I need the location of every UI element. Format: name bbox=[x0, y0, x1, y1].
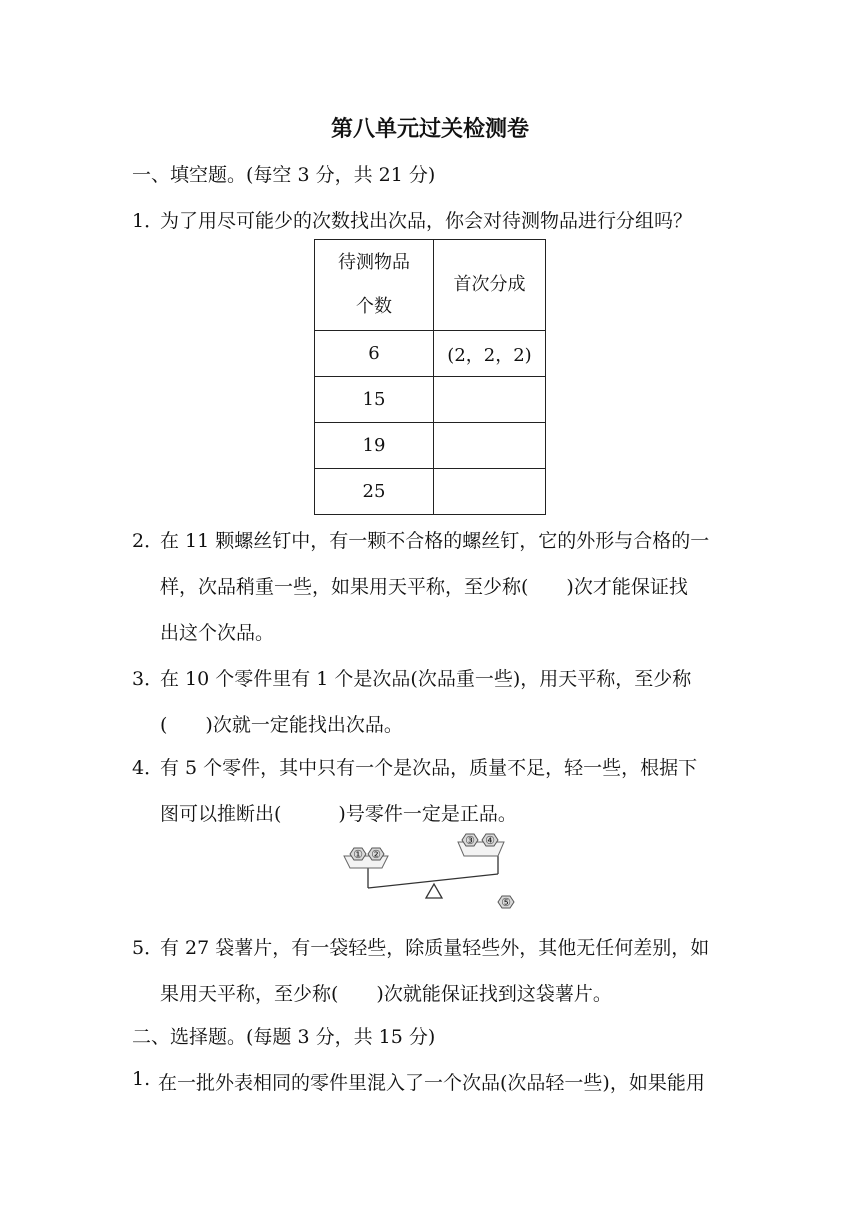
question-number: 1. bbox=[132, 1068, 151, 1090]
table-row bbox=[315, 469, 546, 515]
question-text-line: 图可以推断出( )号零件一定是正品。 bbox=[160, 803, 517, 825]
cell-count: 6 bbox=[315, 331, 434, 377]
question-text-line: 样，次品稍重一些，如果用天平称，至少称( )次才能保证找 bbox=[160, 576, 688, 598]
left-pan bbox=[344, 848, 388, 868]
question-number: 4． bbox=[132, 757, 164, 779]
cell-groups-blank[interactable] bbox=[434, 377, 546, 423]
question-number: 3． bbox=[132, 668, 164, 690]
question-number: 1． bbox=[132, 210, 164, 232]
grouping-table bbox=[314, 239, 546, 515]
table-row bbox=[315, 423, 546, 469]
part-5-label: ⑤ bbox=[501, 896, 511, 909]
question-text-line: 有 5 个零件，其中只有一个是次品，质量不足，轻一些，根据下 bbox=[160, 757, 698, 779]
part-1-label: ① bbox=[353, 848, 363, 861]
fulcrum bbox=[426, 884, 442, 898]
section-choice-heading: 二、选择题。(每题 3 分，共 15 分) bbox=[132, 1026, 436, 1048]
section-fill-blank-heading: 一、填空题。(每空 3 分，共 21 分) bbox=[132, 164, 436, 186]
cell-count: 19 bbox=[315, 423, 434, 469]
cell-count: 25 bbox=[315, 469, 434, 515]
right-pan bbox=[458, 834, 504, 856]
table-row bbox=[315, 331, 546, 377]
cell-groups-blank[interactable] bbox=[434, 423, 546, 469]
question-text-line: 有 27 袋薯片，有一袋轻些，除质量轻些外，其他无任何差别，如 bbox=[160, 937, 710, 959]
question-text-line: 出这个次品。 bbox=[160, 622, 275, 644]
cell-groups: (2，2，2) bbox=[434, 331, 546, 377]
table-row bbox=[315, 377, 546, 423]
table-header-row bbox=[315, 240, 546, 331]
cell-groups-blank[interactable] bbox=[434, 469, 546, 515]
question-text: 为了用尽可能少的次数找出次品，你会对待测物品进行分组吗？ bbox=[160, 210, 693, 232]
question-text-line: 果用天平称，至少称( )次就能保证找到这袋薯片。 bbox=[160, 983, 612, 1005]
question-number: 5． bbox=[132, 937, 164, 959]
header-item-count: 待测物品 个数 bbox=[315, 240, 434, 331]
part-2-label: ② bbox=[371, 848, 381, 861]
cell-count: 15 bbox=[315, 377, 434, 423]
page-title: 第八单元过关检测卷 bbox=[330, 117, 529, 142]
part-4-label: ④ bbox=[485, 834, 495, 847]
question-text-line: 在 11 颗螺丝钉中，有一颗不合格的螺丝钉，它的外形与合格的一 bbox=[160, 530, 710, 552]
question-text-line: 在一批外表相同的零件里混入了一个次品(次品轻一些)，如果能用 bbox=[158, 1072, 705, 1094]
question-number: 2． bbox=[132, 530, 164, 552]
question-text-line: ( )次就一定能找出次品。 bbox=[160, 714, 403, 736]
question-text-line: 在 10 个零件里有 1 个是次品(次品重一些)，用天平称，至少称 bbox=[160, 668, 692, 690]
balance-scale-figure bbox=[338, 832, 528, 918]
part-3-label: ③ bbox=[465, 834, 475, 847]
header-first-split: 首次分成 bbox=[434, 240, 546, 331]
